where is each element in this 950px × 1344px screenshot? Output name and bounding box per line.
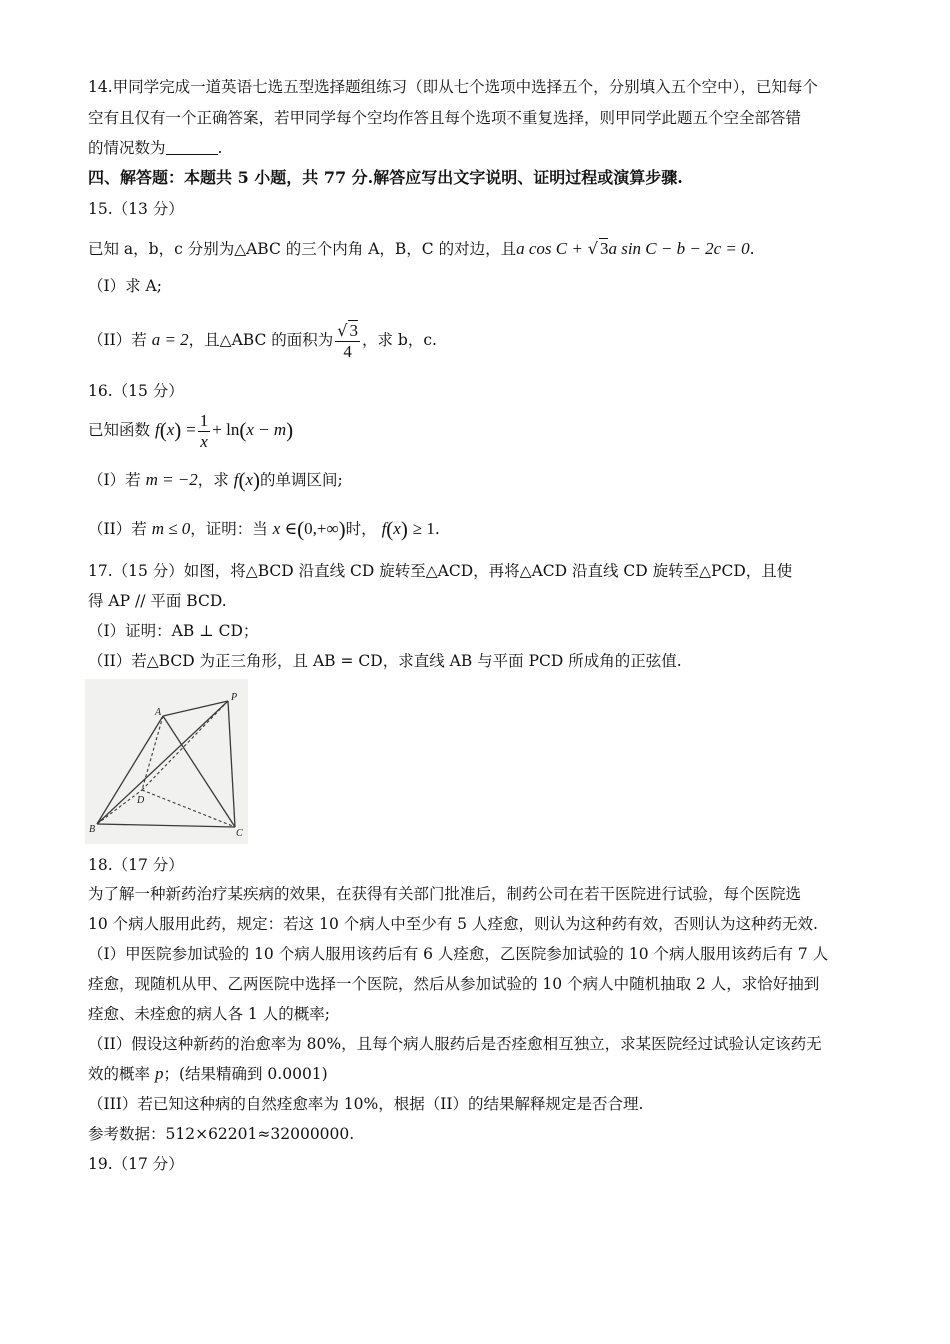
radical-sign: √: [587, 239, 598, 258]
q16-part-1: [88, 470, 343, 490]
function-name: f: [154, 420, 160, 439]
geometry-figure-svg: [85, 679, 248, 844]
q15-sqrt: [588, 239, 609, 258]
vertex-label-c: C: [236, 828, 243, 839]
vertex-label-a: A: [155, 707, 162, 718]
area-sqrt-value: 3: [349, 321, 358, 340]
q18-reference-data: 参考数据：512×62201≈32000000.: [88, 1125, 355, 1143]
inequality: ≥ 1: [412, 519, 435, 538]
area-fraction: [335, 320, 360, 362]
equals-sign: =: [186, 420, 196, 439]
right-paren: ): [253, 468, 261, 492]
q15-part-1: （I）求 A;: [88, 277, 162, 295]
q18-line-5: 痊愈、未痊愈的病人各 1 人的概率;: [88, 1005, 330, 1023]
q17-line-2: 得 AP // 平面 BCD.: [88, 592, 227, 610]
q16-part-2-pre: （II）若: [88, 520, 147, 538]
q18-line-7: [88, 1064, 328, 1084]
q14-line-3-end: .: [217, 139, 223, 157]
q15-stem-text: 已知 a，b，c 分别为△ABC 的三个内角 A，B，C 的对边，且: [88, 240, 517, 258]
section-4-title: 四、解答题：本题共 5 小题，共 77 分.解答应写出文字说明、证明过程或演算步骤.: [88, 168, 683, 187]
q18-line-7-pre: 效的概率: [88, 1065, 151, 1083]
q16-part-2-cond: m ≤ 0: [151, 519, 191, 538]
q16-part-1-post: 的单调区间;: [260, 471, 343, 489]
q15-part-2-cond: a = 2: [151, 330, 189, 349]
function-name: f: [381, 519, 387, 538]
q15-formula-part-2: a sin C − b − 2c = 0: [608, 239, 750, 258]
left-paren: (: [297, 517, 305, 541]
right-paren: ): [338, 517, 346, 541]
q17-part-1: （I）证明：AB ⊥ CD；: [88, 622, 259, 640]
area-fraction-denominator: 4: [343, 342, 352, 361]
q15-sqrt-value: 3: [599, 239, 609, 258]
interval: 0,+∞: [304, 519, 339, 538]
right-paren: ): [400, 517, 408, 541]
edge-dc-hidden: [142, 790, 235, 827]
q15-stem: [88, 238, 755, 259]
geometry-figure: [85, 679, 248, 844]
radical-sign: √: [337, 321, 348, 340]
q16-part-2-end: .: [434, 520, 440, 538]
edge-ab: [97, 716, 163, 824]
q16-part-2-mid: ，证明：当: [190, 520, 268, 538]
q18-line-6: （II）假设这种新药的治愈率为 80%，且每个病人服药后是否痊愈相互独立，求某医院经过试验认定该药无: [88, 1035, 822, 1053]
q17-part-2: （II）若△BCD 为正三角形，且 AB = CD，求直线 AB 与平面 PCD 所成角的正弦值.: [88, 652, 682, 670]
function-variable: x: [245, 470, 254, 489]
left-paren: (: [159, 418, 167, 442]
q14-line-2: 空有且仅有一个正确答案，若甲同学每个空均作答且每个选项不重复选择，则甲同学此题五个空全部答错: [88, 109, 802, 127]
q14-line-3-text: 的情况数为: [88, 139, 166, 157]
q16-header: 16.（15 分）: [88, 382, 184, 400]
q16-part-1-pre: （I）若: [88, 471, 141, 489]
q19-header: 19.（17 分）: [88, 1155, 184, 1173]
q16-part-1-mid: ，求: [197, 471, 229, 489]
reciprocal-numerator: 1: [199, 410, 209, 430]
function-variable: x: [393, 519, 401, 538]
q15-part-2: [88, 318, 437, 362]
function-name: f: [233, 470, 239, 489]
q18-line-2: 10 个病人服用此药，规定：若这 10 个病人中至少有 5 人痊愈，则认为这种药有效，否则认为这种药无效.: [88, 915, 818, 933]
edge-ap: [163, 701, 228, 716]
edge-bp: [97, 701, 228, 824]
vertex-label-p: P: [231, 692, 238, 703]
q14-line-1: 14.甲同学完成一道英语七选五型选择题组练习（即从七个选项中选择五个，分别填入五个空中），已知每个: [88, 78, 818, 96]
ln-argument: x − m: [246, 420, 287, 439]
q15-header: 15.（13 分）: [88, 200, 184, 218]
q16-part-2: [88, 519, 440, 539]
reciprocal-fraction: [198, 411, 211, 452]
q18-line-1: 为了解一种新药治疗某疾病的效果，在获得有关部门批准后，制药公司在若干医院进行试验，每个医院选: [88, 885, 802, 903]
q15-part-2-mid: ，且△ABC 的面积为: [188, 331, 334, 349]
right-paren: ): [286, 418, 294, 442]
q16-stem: [88, 408, 293, 452]
probability-symbol: p: [154, 1064, 164, 1083]
area-fraction-numerator: [335, 320, 360, 342]
answer-blank[interactable]: [166, 140, 218, 155]
q15-part-2-pre: （II）若: [88, 331, 147, 349]
q16-part-2-time: 时，: [345, 520, 377, 538]
q15-stem-end: .: [749, 240, 755, 258]
edge-bd-hidden: [97, 790, 142, 824]
q18-header: 18.（17 分）: [88, 856, 184, 874]
left-paren: (: [238, 468, 246, 492]
edge-bc: [97, 824, 235, 827]
q18-line-7-post: ；(结果精确到 0.0001): [163, 1065, 328, 1083]
q15-formula-part-1: a cos C +: [516, 239, 583, 258]
edge-pc: [228, 701, 235, 827]
vertex-label-d: D: [137, 795, 145, 806]
q16-part-2-x: x ∈: [272, 519, 298, 538]
vertex-label-b: B: [89, 824, 96, 835]
q18-line-8: （III）若已知这种病的自然痊愈率为 10%，根据（II）的结果解释规定是否合理.: [88, 1095, 644, 1113]
left-paren: (: [386, 517, 394, 541]
q18-line-3: （I）甲医院参加试验的 10 个病人服用该药后有 6 人痊愈，乙医院参加试验的 10 个病人服用该药后有 7 人: [88, 945, 829, 963]
q16-part-1-cond: m = −2: [145, 470, 198, 489]
ln-term: + ln: [212, 420, 240, 439]
q16-stem-pre: 已知函数: [88, 421, 151, 439]
left-paren: (: [239, 418, 247, 442]
function-variable: x: [166, 420, 175, 439]
q15-part-2-post: ，求 b，c.: [361, 331, 437, 349]
q18-line-4: 痊愈，现随机从甲、乙两医院中选择一个医院，然后从参加试验的 10 个病人中随机抽取 2 人，求恰好抽到: [88, 975, 820, 993]
reciprocal-denominator: x: [200, 431, 208, 451]
q17-line-1: 17.（15 分）如图，将△BCD 沿直线 CD 旋转至△ACD，再将△ACD 沿直线 CD 旋转至△PCD，且使: [88, 562, 793, 580]
edge-ac: [163, 716, 235, 827]
right-paren: ): [174, 418, 182, 442]
q14-line-3: [88, 138, 222, 158]
